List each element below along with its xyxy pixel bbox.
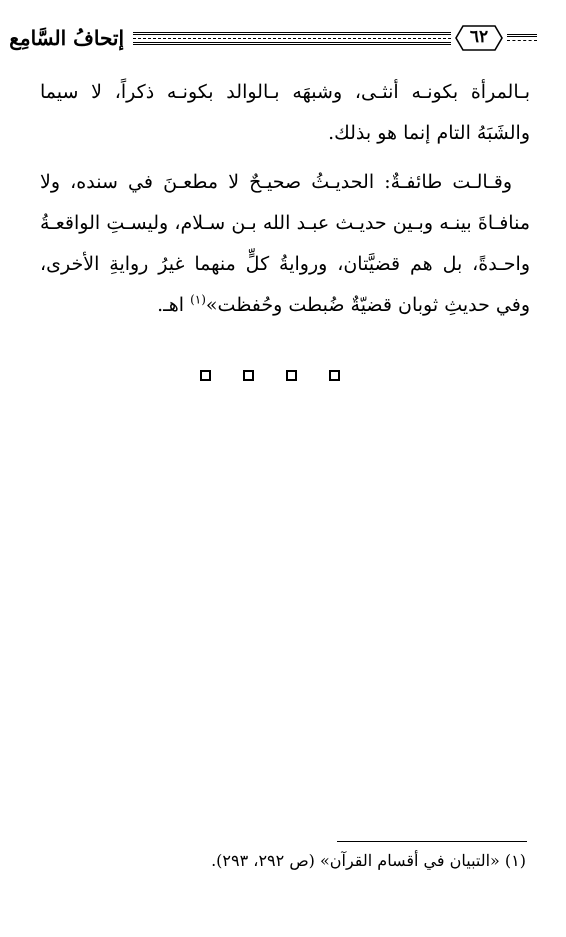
page-header bbox=[0, 22, 566, 62]
paragraph-2 bbox=[40, 162, 530, 326]
paragraph-2-end: اهـ. bbox=[157, 294, 191, 316]
header-ornamental-rule bbox=[133, 32, 451, 52]
separator-square-icon bbox=[243, 370, 254, 381]
header-ornamental-rule-tail bbox=[507, 34, 537, 48]
separator-square-icon bbox=[329, 370, 340, 381]
section-separator bbox=[200, 370, 340, 386]
main-text bbox=[40, 72, 530, 326]
footnote-rule bbox=[337, 841, 527, 842]
page-number: ٦٢ bbox=[469, 27, 489, 47]
paragraph-1: بـالمرأة بكونـه أنثـى، وشبهَه بـالوالد بكونـه ذكراً، لا سيما والشَبَهُ التام إنما هو بذلك. bbox=[40, 81, 530, 144]
separator-square-icon bbox=[286, 370, 297, 381]
page-number-badge bbox=[455, 24, 503, 52]
separator-square-icon bbox=[200, 370, 211, 381]
paragraph-2-text: وقـالـت طائفـةٌ: الحديـثُ صحيـحٌ لا مطعـنَ في سنده، ولا منافـاةَ بينـه وبـين حديـث عبـد الله بـن سـلام، وليسـتِ الواقعـةُ واحـدةً، بل هم قضيَّتان، وروايةُ كلٍّ منهما غيرُ روايةِ الأخرى، وفي حديثِ ثوبان قضيّةٌ ضُبطت وحُفظت» bbox=[40, 171, 530, 316]
footnote-reference: (١) bbox=[190, 292, 206, 307]
footnote: (١) «التبيان في أقسام القرآن» (ص ٢٩٢، ٢٩٣). bbox=[211, 851, 526, 870]
running-head-title: إتحافُ السَّامِع bbox=[9, 26, 124, 50]
